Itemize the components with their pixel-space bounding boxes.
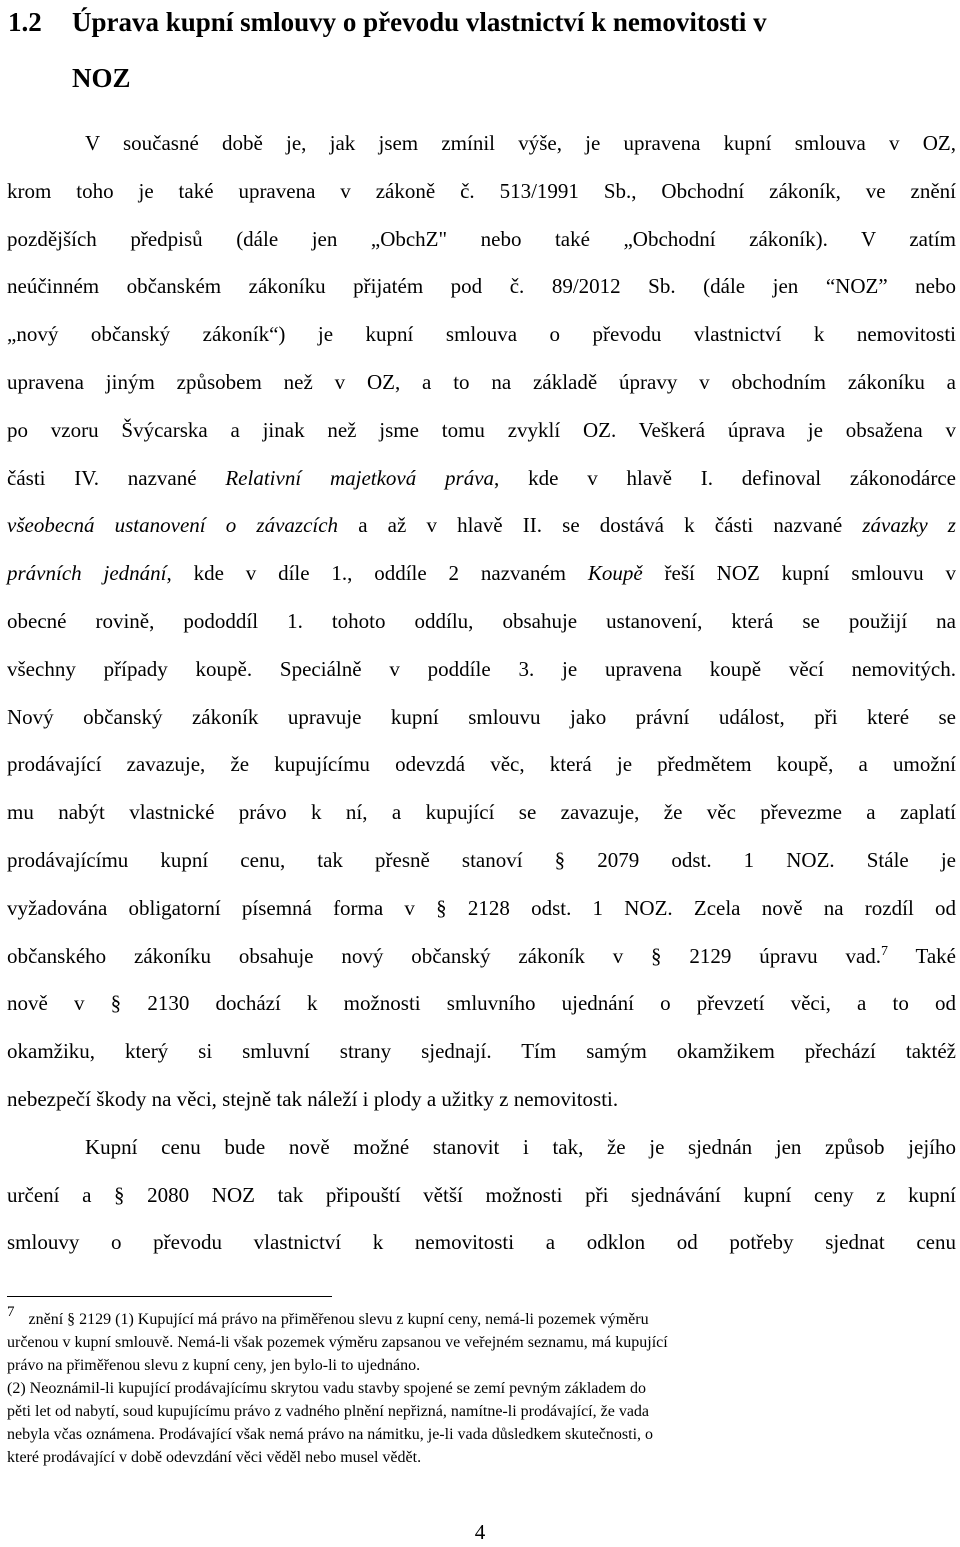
body-text: [7, 120, 956, 1267]
text-line: po vzoru Švýcarska a jinak než jsme tomu zvyklí OZ. Veškerá úprava je obsažena v: [7, 417, 956, 442]
page-number: 4: [474, 1520, 486, 1544]
text-line: okamžiku, který si smluvní strany sjednají. Tím samým okamžikem přechází taktéž: [7, 1039, 956, 1064]
text-line: nebezpečí škody na věci, stejně tak náleží i plody a užitky z nemovitosti.: [7, 1086, 619, 1111]
footnote-line: určenou v kupní smlouvě. Nemá-li však pozemek výměru zapsanou ve veřejném seznamu, má kupující: [7, 1334, 668, 1351]
footnote: [7, 1304, 956, 1469]
text-line: mu nabýt vlastnické právo k ní, a kupující se zavazuje, že věc převezme a zaplatí: [7, 800, 956, 825]
text-line: Nový občanský zákoník upravuje kupní smlouvu jako právní událost, při které se: [7, 704, 956, 729]
italic-title: všeobecná ustanovení o závazcích: [7, 513, 339, 538]
text-line: nově v § 2130 dochází k možnosti smluvního ujednání o převzetí věci, a to od: [7, 991, 956, 1016]
text-line: všeobecná ustanovení o závazcích a až v hlavě II. se dostává k části nazvané závazky z: [7, 513, 956, 538]
text-line: části IV. nazvané Relativní majetková práva, kde v hlavě I. definoval zákonodárce: [7, 465, 956, 490]
footnote-line: pěti let od nabytí, soud kupujícímu právo z vadného plnění nepřizná, namítne-li prodávající, že vada: [7, 1403, 650, 1420]
text-line: krom toho je také upravena v zákoně č. 513/1991 Sb., Obchodní zákoník, ve znění: [7, 178, 956, 203]
text-line: prodávajícímu kupní cenu, tak přesně stanoví § 2079 odst. 1 NOZ. Stále je: [7, 847, 956, 872]
text-line: Kupní cenu bude nově možné stanovit i tak, že je sjednán jen způsob jejího: [85, 1134, 956, 1159]
text-line: obecné rovině, pododdíl 1. tohoto oddílu, obsahuje ustanovení, která se použijí na: [7, 608, 956, 633]
footnote-number: 7: [7, 1304, 15, 1320]
text-line: pozdějších předpisů (dále jen „ObchZ" nebo také „Obchodní zákoník). V zatím: [7, 226, 956, 251]
footnote-line: které prodávající v době odevzdání věci věděl nebo musel vědět.: [7, 1449, 422, 1466]
section-number: 1.2: [8, 7, 42, 37]
text-line: určení a § 2080 NOZ tak připouští větší možnosti při sjednávání kupní ceny z kupní: [7, 1182, 956, 1207]
text-line: občanského zákoníku obsahuje nový občanský zákoník v § 2129 úpravu vad.$^7$ Také: [7, 943, 956, 968]
text-line: prodávající zavazuje, že kupujícímu odevzdá věc, která je předmětem koupě, a umožní: [7, 752, 956, 777]
footnote-line: 7 znění § 2129 (1) Kupující má právo na přiměřenou slevu z kupní ceny, nemá-li pozemek výměru: [7, 1304, 649, 1328]
text-line: vyžadována obligatorní písemná forma v § 2128 odst. 1 NOZ. Zcela nově na rozdíl od: [7, 895, 956, 920]
footnote-line: nebyla včas oznámena. Prodávající však nemá právo na námitku, je-li vada důsledkem skutečnosti, o: [7, 1426, 654, 1443]
text-line: smlouvy o převodu vlastnictví k nemovitosti a odklon od potřeby sjednat cenu: [7, 1230, 956, 1255]
italic-title: právních jednání: [7, 561, 167, 586]
text-line: V současné době je, jak jsem zmínil výše, je upravena kupní smlouva v OZ,: [85, 131, 956, 155]
text-line: právních jednání, kde v díle 1., oddíle 2 nazvaném Koupě řeší NOZ kupní smlouvu v: [7, 561, 957, 586]
footnote-ref: 7: [881, 943, 889, 959]
text-line: „nový občanský zákoník“) je kupní smlouva o převodu vlastnictví k nemovitosti: [7, 322, 956, 347]
footnote-separator: [7, 1296, 332, 1297]
section-heading: [8, 2, 956, 98]
footnote-line: (2) Neoznámil-li kupující prodávajícímu skrytou vadu stavby spojené se zemí pevným základem do: [7, 1380, 646, 1397]
footnote-line: právo na přiměřenou slevu z kupní ceny, jen bylo-li to ujednáno.: [7, 1357, 421, 1374]
text-line: všechny případy koupě. Speciálně v poddíle 3. je upravena koupě věcí nemovitých.: [7, 656, 956, 681]
section-title-line-2: NOZ: [72, 63, 131, 93]
section-title-line-1: Úprava kupní smlouvy o převodu vlastnictví k nemovitosti v: [72, 7, 767, 37]
text-line: upravena jiným způsobem než v OZ, a to na základě úpravy v obchodním zákoníku a: [7, 369, 956, 394]
italic-title: Koupě: [587, 561, 643, 586]
text-line: neúčinném občanském zákoníku přijatém pod č. 89/2012 Sb. (dále jen “NOZ” nebo: [7, 274, 956, 299]
italic-title: Relativní majetková práva: [225, 465, 495, 490]
italic-title: závazky z: [862, 513, 956, 538]
